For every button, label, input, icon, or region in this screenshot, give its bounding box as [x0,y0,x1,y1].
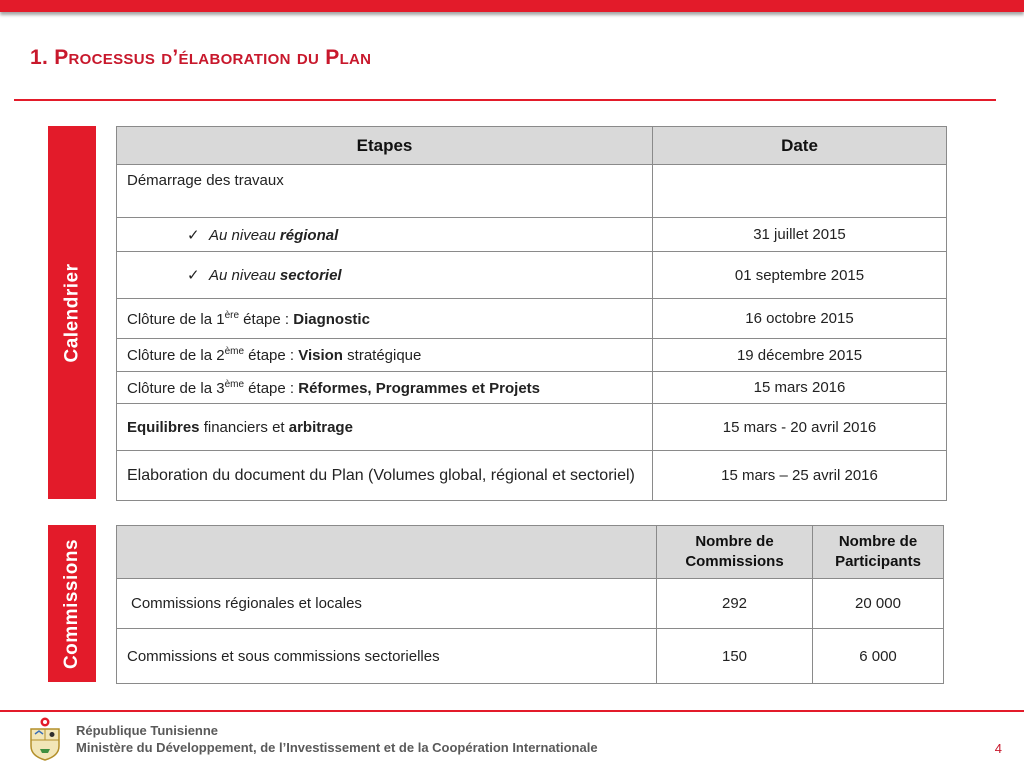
step-prefix: Au niveau [209,226,276,244]
footer-text [76,722,598,756]
footer-country: République Tunisienne [76,723,219,738]
ordinal-suffix: ème [224,346,245,357]
step-bold: Vision [298,347,343,364]
commissions-table [116,525,944,684]
table-row [117,165,947,218]
step-prefix: Au niveau [209,267,276,284]
slide-title: 1. Processus d’élaboration du Plan [30,46,372,69]
table-row [117,299,947,339]
ordinal-suffix: ère [224,309,240,321]
top-accent-bar [0,0,1024,12]
step-text: Clôture de la 1 [127,310,225,328]
table-row [117,629,944,684]
page-number: 4 [994,741,1002,756]
table-row [117,451,947,501]
step-cell: Elaboration du document du Plan (Volumes global, régional et sectoriel) [117,451,653,501]
step-bold: Diagnostic [293,310,370,328]
step-bold: arbitrage [288,418,353,436]
step-text: étape : [239,310,294,328]
date-header: Date [653,127,947,165]
commission-count: 292 [657,579,813,629]
table-row [117,404,947,451]
tunisia-coat-of-arms-icon [26,716,64,762]
calendar-sidebar [48,126,96,499]
step-text: Clôture de la 2 [127,347,225,364]
step-cell: Démarrage des travaux [117,165,653,218]
date-cell: 19 décembre 2015 [653,339,947,372]
step-bold: sectoriel [279,267,342,284]
table-row [117,339,947,372]
nb-participants-header: Nombre de Participants [813,526,944,579]
step-cell [117,404,653,451]
step-text: étape : [244,379,299,397]
calendar-header-row [117,127,947,165]
participant-count: 6 000 [813,629,944,684]
steps-header: Etapes [117,127,653,165]
ordinal-suffix: ème [224,378,245,390]
step-cell [117,299,653,339]
step-cell [117,372,653,404]
calendar-sidebar-label: Calendrier [61,263,83,362]
empty-header [117,526,657,579]
footer-ministry: Ministère du Développement, de l’Investissement et de la Coopération Internationale [76,740,598,755]
checkmark-icon: ✓ [187,226,200,244]
date-cell: 01 septembre 2015 [653,252,947,299]
date-cell: 31 juillet 2015 [653,218,947,252]
nb-commissions-header: Nombre de Commissions [657,526,813,579]
commission-label: Commissions régionales et locales [117,579,657,629]
table-row [117,252,947,299]
calendar-table [116,126,947,501]
table-row [117,579,944,629]
commissions-sidebar-label: Commissions [61,538,82,669]
commissions-sidebar [48,525,96,682]
date-cell: 15 mars - 20 avril 2016 [653,404,947,451]
step-cell [117,218,653,252]
checkmark-icon: ✓ [187,267,200,284]
step-bold: régional [279,226,339,244]
step-text: stratégique [342,347,422,364]
footer-divider [0,710,1024,712]
commissions-header-row [117,526,944,579]
step-cell [117,339,653,372]
step-bold: Equilibres [127,418,200,436]
title-divider [14,99,996,101]
commission-count: 150 [657,629,813,684]
participant-count: 20 000 [813,579,944,629]
step-text: étape : [244,347,299,364]
step-cell [117,252,653,299]
step-bold: Réformes, Programmes et Projets [298,379,540,397]
step-text: financiers et [199,418,289,436]
table-row [117,218,947,252]
date-cell: 15 mars – 25 avril 2016 [653,451,947,501]
date-cell: 16 octobre 2015 [653,299,947,339]
date-cell: 15 mars 2016 [653,372,947,404]
table-row [117,372,947,404]
date-cell [653,165,947,218]
step-text: Clôture de la 3 [127,379,225,397]
commission-label: Commissions et sous commissions sectorielles [117,629,657,684]
